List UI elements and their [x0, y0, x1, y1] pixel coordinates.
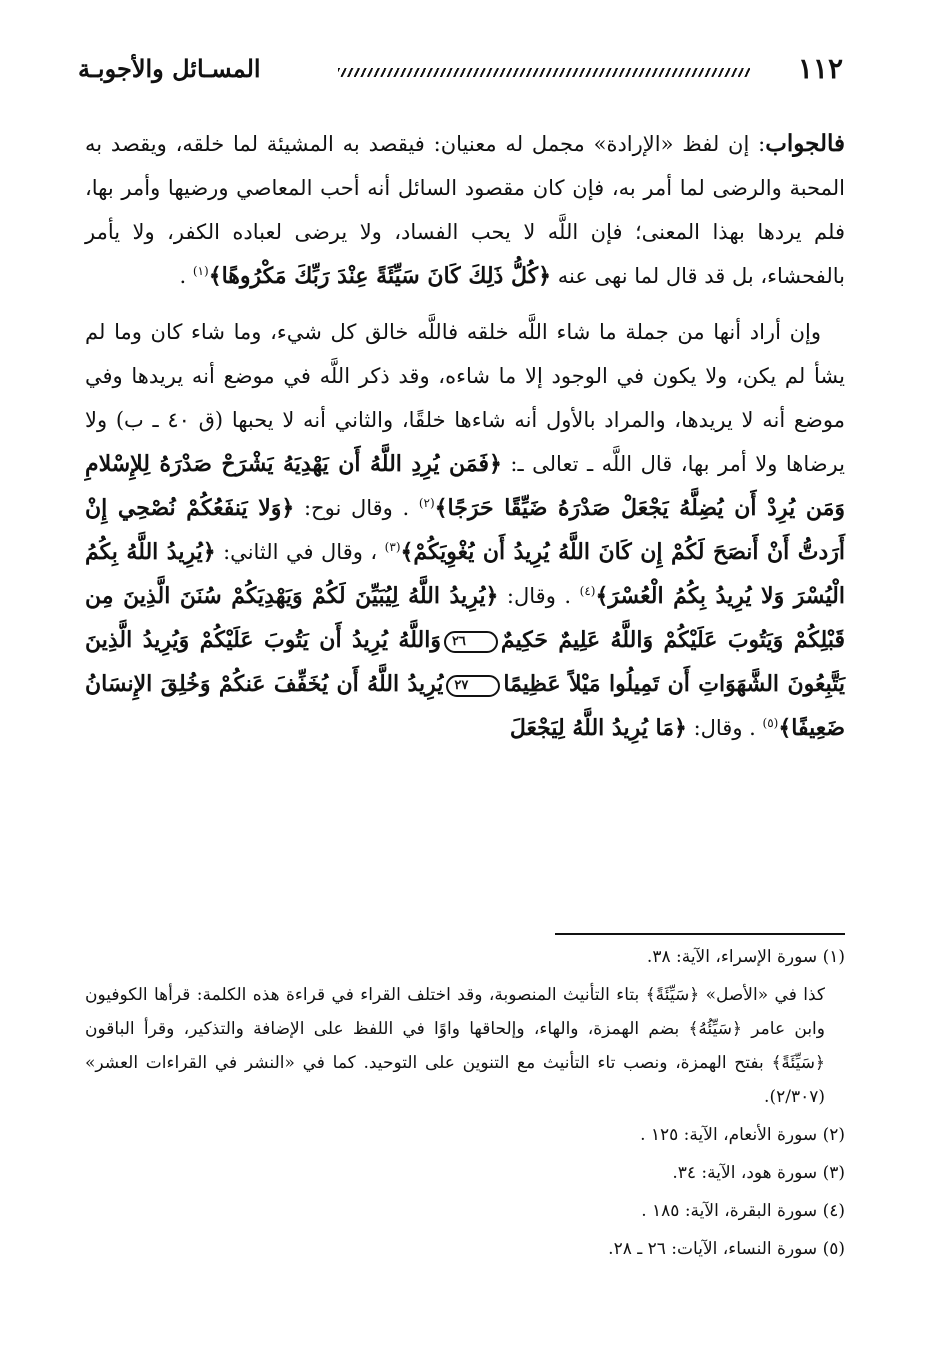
answer-lead: فالجواب [765, 130, 845, 157]
paragraph-text: . وقال: [686, 716, 763, 740]
paragraph-text: : إن لفظ «الإرادة» مجمل له معنيان: فيقصد به المشيئة لما خلقه، ويقصد به المحبة والرضى لما أمر به، فإن كان مقصود السائل أنه أحب المعاصي ورضيها وأمر بها، فلم يردها بهذا المعنى؛ فإن اللَّه لا يحب الفساد، ولا يرضى لعباده الكفر، ولا يأمر بالفحشاء، بل قد قال لما نهى عنه [85, 132, 845, 288]
quran-quote: ﴿يُرِيدُ اللَّهُ لِيُبَيِّنَ لَكُمْ وَيَهْدِيَكُمْ سُنَنَ الَّذِينَ مِن قَبْلِكُمْ وَيَتُوبَ عَلَيْكُمْ وَاللَّهُ عَلِيمٌ حَكِيمٌ [85, 583, 845, 653]
footnote-2: (٢) سورة الأنعام، الآية: ١٢٥ . [640, 1125, 845, 1145]
quran-quote: وَاللَّهُ يُرِيدُ أَن يَتُوبَ عَلَيْكُمْ وَيُرِيدُ الَّذِينَ يَتَّبِعُونَ الشَّهَوَاتِ أَن تَمِيلُوا مَيْلاً عَظِيمًا [85, 627, 845, 697]
footnote-1: (١) سورة الإسراء، الآية: ٣٨. [646, 947, 845, 967]
paragraph-text: . وقال: [498, 584, 580, 608]
quran-quote: ﴿يُرِيدُ اللَّهُ بِكُمُ الْيُسْرَ وَلا يُرِيدُ بِكُمُ الْعُسْرَ﴾ [85, 539, 845, 609]
footnote-ref: (٥) [762, 716, 779, 730]
quran-quote: يُرِيدُ اللَّهُ أَن يُخَفِّفَ عَنكُمْ وَخُلِقَ الإِنسَانُ ضَعِيفًا﴾ [85, 671, 845, 741]
footnote-ref: (٤) [579, 584, 596, 598]
footnotes [85, 940, 845, 1270]
footnote-5: (٥) سورة النساء، الآيات: ٢٦ ـ ٢٨. [608, 1239, 845, 1259]
header-rule [338, 68, 750, 77]
page-number: ١١٢ [797, 52, 843, 85]
paragraph-text: . [179, 264, 193, 288]
ayah-number-marker: ٢٧ [446, 675, 500, 697]
footnote-ref: (٣) [384, 540, 401, 554]
paragraph-text: ، وقال في الثاني: [215, 540, 385, 564]
footnote-4: (٤) سورة البقرة، الآية: ١٨٥ . [641, 1201, 845, 1221]
footnote-3: (٣) سورة هود، الآية: ٣٤. [672, 1163, 845, 1183]
quran-quote: ﴿وَلا يَنفَعُكُمْ نُصْحِي إِنْ أَرَدتُّ أَنْ أَنصَحَ لَكُمْ إِن كَانَ اللَّهُ يُرِيدُ أَن يُغْوِيَكُمْ﴾ [85, 495, 845, 565]
paragraph-answer [85, 122, 845, 298]
paragraph-second [85, 310, 845, 750]
footnote-ref: (١) [192, 264, 209, 278]
book-title: المسـائل والأجوبـة [78, 54, 261, 83]
footnote-separator [555, 933, 845, 935]
quran-quote: ﴿فَمَن يُرِدِ اللَّهُ أَن يَهْدِيَهُ يَشْرَحْ صَدْرَهُ لِلإِسْلامِ وَمَن يُرِدْ أَن يُضِلَّهُ يَجْعَلْ صَدْرَهُ ضَيِّقًا حَرَجًا﴾ [85, 451, 845, 521]
footnote-1-note: كذا في «الأصل» ﴿سَيِّئَةً﴾ بتاء التأنيث المنصوبة، وقد اختلف القراء في قراءة هذه الكلمة: قرأها الكوفيون وابن عامر ﴿سَيِّئُهُ﴾ بضم الهمزة، والهاء، وإلحاقها واوًا في اللفظ على الإضافة والتذكير، وقرأ الباقون ﴿سَيِّئَةً﴾ بفتح الهمزة، ونصب تاء التأنيث مع التنوين على التوحيد. كما في «النشر في القراءات العشر» (٢/٣٠٧). [85, 985, 825, 1107]
quran-quote: ﴿مَا يُرِيدُ اللَّهُ لِيَجْعَلَ [509, 715, 687, 741]
paragraph-text: وإن أراد أنها من جملة ما شاء اللَّه خلقه فاللَّه خالق كل شيء، وما شاء كان وما لم يشأ لم يكن، ولا يكون في الوجود إلا ما شاءه، وقد ذكر اللَّه في موضع أنه يريدها وفي موضع أنه لا يريدها، والمراد بالأول أنه شاءها خلقًا، والثاني أنه لا يحبها (ق ٤٠ ـ ب) ولا يرضاها ولا أمر بها، قال اللَّه ـ تعالى ـ: [85, 320, 845, 476]
quran-quote: ﴿كُلُّ ذَلِكَ كَانَ سَيِّئَةً عِنْدَ رَبِّكَ مَكْرُوهًا﴾ [208, 263, 552, 289]
paragraph-text: . وقال نوح: [294, 496, 419, 520]
footnote-ref: (٢) [418, 496, 435, 510]
main-text [85, 122, 845, 762]
ayah-number-marker: ٢٦ [444, 631, 498, 653]
